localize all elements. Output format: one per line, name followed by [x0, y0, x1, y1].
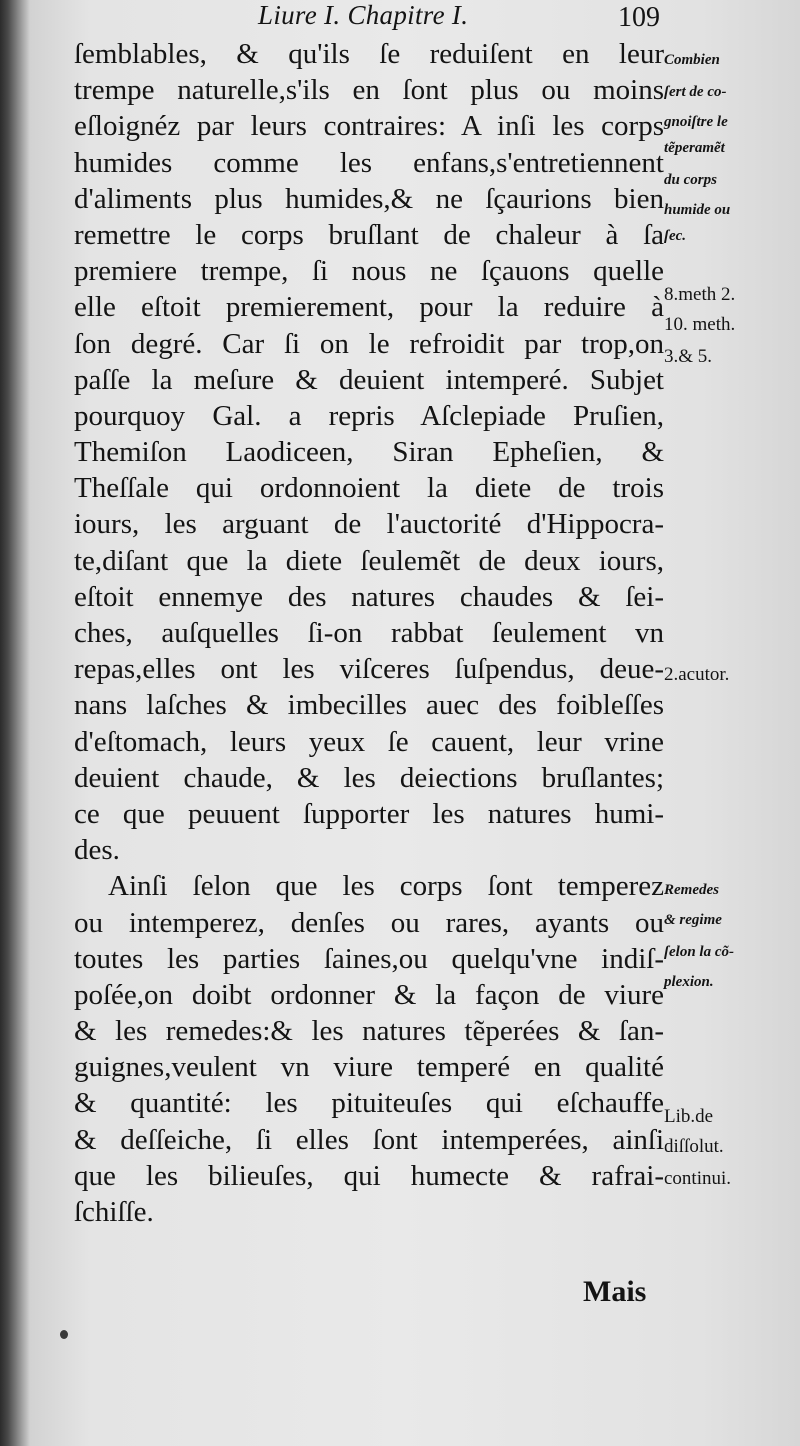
margin-note-line: 3.& 5. — [664, 346, 713, 367]
margin-note-line: humide ou — [664, 202, 731, 218]
text-line: iours, les arguant de l'auctorité d'Hippocra- — [74, 508, 664, 541]
paragraph-2 — [74, 868, 664, 1230]
text-line: ce que peuuent ſupporter les natures humi- — [74, 797, 664, 830]
text-line: ou intemperez, denſes ou rares, ayants ou — [74, 906, 664, 939]
margin-note-line: du corps — [664, 172, 717, 188]
text-line: des. — [74, 834, 120, 867]
text-line: repas,elles ont les viſceres ſuſpendus, deue- — [74, 653, 664, 686]
text-line: Ainſi ſelon que les corps ſont temperez — [108, 870, 664, 903]
margin-note-line: ſert de co- — [664, 84, 727, 100]
text-line: premiere trempe, ſi nous ne ſçauons quelle — [74, 255, 664, 288]
paragraph-1 — [74, 36, 664, 868]
ink-speck — [60, 1330, 68, 1339]
text-line: & deſſeiche, ſi elles ſont intemperées, ainſi — [74, 1123, 664, 1156]
margin-note-line: ſelon la cõ- — [664, 944, 734, 960]
text-line: deuient chaude, & les deiections bruſlantes; — [74, 761, 664, 794]
margin-notes — [664, 0, 800, 1446]
text-line: d'eſtomach, leurs yeux ſe cauent, leur vrine — [74, 725, 664, 758]
text-line: guignes,veulent vn viure temperé en qualité — [74, 1051, 664, 1084]
margin-note-line: plexion. — [664, 974, 714, 990]
margin-note-line: & regime — [664, 912, 722, 928]
text-line: pourquoy Gal. a repris Aſclepiade Pruſien, — [74, 399, 664, 432]
text-line: te,diſant que la diete ſeulemẽt de deux iours, — [74, 544, 664, 577]
margin-note-line: Lib.de — [664, 1106, 714, 1127]
catchword: Mais — [583, 1275, 647, 1308]
text-line: elle eſtoit premierement, pour la reduire à — [74, 291, 664, 324]
text-line: ſchiſſe. — [74, 1196, 154, 1228]
text-line: toutes les parties ſaines,ou quelqu'vne indiſ- — [74, 942, 664, 975]
text-line: poſée,on doibt ordonner & la façon de viure — [74, 978, 664, 1011]
text-line: Themiſon Laodiceen, Siran Epheſien, & — [74, 436, 664, 469]
margin-note-line: ſec. — [664, 228, 687, 244]
text-line: eſloignéz par leurs contraires: A inſi les corps — [74, 110, 664, 143]
text-line: nans laſches & imbecilles auec des foibleſſes — [74, 689, 664, 722]
text-line: paſſe la meſure & deuient intemperé. Subjet — [74, 363, 664, 396]
page-number: 109 — [618, 2, 660, 33]
margin-note-line: Combien — [664, 52, 720, 68]
text-line: remettre le corps bruſlant de chaleur à ſa — [74, 218, 664, 251]
text-line: ſon degré. Car ſi on le refroidit par trop,on — [74, 327, 664, 360]
text-line: que les bilieuſes, qui humecte & rafrai- — [74, 1159, 664, 1192]
text-line: ſemblables, & qu'ils ſe reduiſent en leur — [74, 38, 664, 70]
text-line: humides comme les enfans,s'entretiennent — [74, 146, 664, 179]
text-line: d'aliments plus humides,& ne ſçaurions bien — [74, 182, 664, 215]
running-title: Liure I. Chapitre I. — [258, 0, 469, 30]
text-line: ches, auſquelles ſi-on rabbat ſeulement vn — [74, 617, 664, 649]
margin-note-line: Remedes — [664, 882, 719, 898]
text-line: Theſſale qui ordonnoient la diete de trois — [74, 472, 664, 505]
main-text — [74, 36, 664, 1230]
margin-note-line: gnoiſtre le — [664, 114, 728, 130]
margin-note-line: diſſolut. — [664, 1136, 724, 1157]
text-line: trempe naturelle,s'ils en ſont plus ou moins — [74, 74, 664, 107]
margin-note-line: 10. meth. — [664, 314, 736, 335]
text-line: & quantité: les pituiteuſes qui eſchauffe — [74, 1087, 664, 1120]
margin-note-line: 8.meth 2. — [664, 284, 736, 305]
margin-note-line: continui. — [664, 1168, 732, 1189]
margin-note-line: 2.acutor. — [664, 664, 730, 685]
margin-note-line: tẽperamẽt — [664, 140, 725, 156]
text-line: eſtoit ennemye des natures chaudes & ſei- — [74, 580, 664, 613]
text-line: & les remedes:& les natures tẽperées & ſan- — [74, 1015, 664, 1048]
